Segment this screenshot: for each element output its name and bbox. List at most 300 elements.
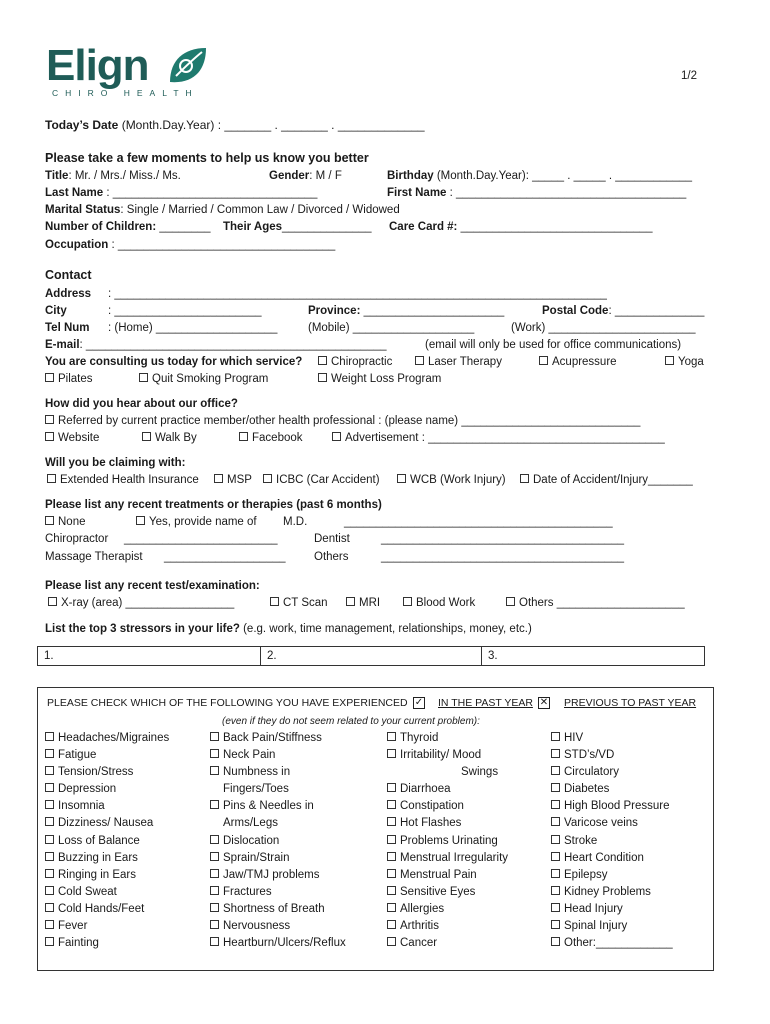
email-field[interactable] <box>45 338 387 352</box>
symptom-item[interactable] <box>45 850 169 867</box>
symptom-label: Head Injury <box>564 902 623 915</box>
symptom-label: Stroke <box>564 834 598 847</box>
tel-label: Tel Num <box>45 322 90 334</box>
dentist-line[interactable]: ______________________________________ <box>381 533 625 545</box>
symptom-label: Insomnia <box>58 800 105 813</box>
treatments-heading: Please list any recent treatments or therapies (past 6 months) <box>45 499 382 511</box>
dentist-label: Dentist <box>314 533 350 545</box>
checkbox[interactable] <box>45 869 54 878</box>
symptom-label: Kidney Problems <box>564 885 651 898</box>
checkbox[interactable] <box>210 732 219 741</box>
referral-referred[interactable] <box>45 414 640 428</box>
referral-advertisement[interactable] <box>332 431 665 445</box>
symptom-item[interactable] <box>45 833 169 850</box>
checkbox[interactable] <box>45 732 54 741</box>
checkbox[interactable] <box>551 800 560 809</box>
massage-label: Massage Therapist <box>45 551 143 563</box>
checkbox[interactable] <box>45 749 54 758</box>
symptom-item[interactable] <box>45 867 169 884</box>
todays-date-row[interactable] <box>45 118 425 132</box>
symptom-item[interactable] <box>387 918 508 935</box>
test-mri[interactable] <box>346 596 380 610</box>
service-pilates[interactable] <box>45 372 93 386</box>
checkbox[interactable] <box>210 766 219 775</box>
logo-subtitle: CHIRO HEALTH <box>52 88 199 98</box>
symptom-item-continued <box>387 764 508 781</box>
symptom-item[interactable] <box>551 747 673 764</box>
symptom-label: Constipation <box>400 800 464 813</box>
postal-label: Postal Code <box>542 305 609 317</box>
todays-date-format: (Month.Day.Year) : _______ . _______ . _____________ <box>118 118 425 132</box>
symptom-item[interactable] <box>551 884 673 901</box>
claim-msp[interactable] <box>214 473 252 487</box>
symptom-item[interactable] <box>387 833 508 850</box>
title-field[interactable] <box>45 169 181 183</box>
symptom-item[interactable] <box>387 901 508 918</box>
checkbox[interactable] <box>45 852 54 861</box>
checkbox[interactable] <box>332 432 341 441</box>
md-line[interactable]: __________________________________________ <box>344 516 613 528</box>
symptom-label: High Blood Pressure <box>564 800 670 813</box>
checkbox[interactable] <box>403 597 412 606</box>
symptom-label: Fainting <box>58 937 99 950</box>
option-label: Yes, provide name of <box>149 516 257 528</box>
claim-extended-health[interactable] <box>47 473 199 487</box>
symptom-item[interactable] <box>387 781 508 798</box>
symptom-label: Diabetes <box>564 783 610 796</box>
test-ct-scan[interactable] <box>270 596 328 610</box>
marital-label: Marital Status <box>45 204 121 216</box>
checkbox[interactable] <box>45 886 54 895</box>
option-label: MRI <box>359 597 381 609</box>
checkbox[interactable] <box>318 373 327 382</box>
symptom-item[interactable] <box>45 935 169 952</box>
checkbox[interactable] <box>270 597 279 606</box>
checkbox[interactable] <box>210 835 219 844</box>
symptom-item[interactable] <box>551 833 673 850</box>
symptom-label: Problems Urinating <box>400 834 498 847</box>
symptom-label: Loss of Balance <box>58 834 140 847</box>
checkbox[interactable] <box>520 474 529 483</box>
service-label: Chiropractic <box>331 356 393 368</box>
chiro-line[interactable]: ________________________ <box>124 533 278 545</box>
title-label: Title <box>45 170 69 182</box>
test-blood-work[interactable] <box>403 596 475 610</box>
checkbox[interactable] <box>45 903 54 912</box>
last-name-field[interactable] <box>45 186 317 200</box>
checkbox[interactable] <box>45 516 54 525</box>
symptom-item[interactable] <box>45 798 169 815</box>
symptom-label: Hot Flashes <box>400 817 462 830</box>
intro-heading: Please take a few moments to help us know you better <box>45 151 369 165</box>
checkbox[interactable] <box>139 373 148 382</box>
checkbox[interactable] <box>551 937 560 946</box>
last-name-label: Last Name <box>45 187 104 199</box>
massage-line[interactable]: ___________________ <box>164 551 286 563</box>
address-line[interactable]: : _____________________________________________________________________________ <box>108 288 607 300</box>
claim-date-of-accident[interactable] <box>520 473 693 487</box>
checkbox[interactable] <box>387 852 396 861</box>
symptom-label: Heart Condition <box>564 851 644 864</box>
symptom-label: Cancer <box>400 937 438 950</box>
stressor-cell-1[interactable]: 1. <box>44 650 54 662</box>
option-label: Blood Work <box>416 597 476 609</box>
symptom-label: Tension/Stress <box>58 766 134 779</box>
symptom-item[interactable] <box>387 747 508 764</box>
option-label: Website <box>58 432 100 444</box>
checkbox[interactable] <box>210 749 219 758</box>
checkbox[interactable] <box>551 749 560 758</box>
checkbox[interactable] <box>210 937 219 946</box>
symptom-label: Cold Hands/Feet <box>58 902 145 915</box>
checkbox[interactable] <box>210 886 219 895</box>
symptom-label: STD’s/VD <box>564 749 615 762</box>
symptom-item[interactable] <box>551 798 673 815</box>
past-year-legend <box>413 694 425 709</box>
marital-status-field[interactable] <box>45 203 400 217</box>
stressors-heading: List the top 3 stressors in your life? <box>45 623 240 635</box>
care-card-label: Care Card #: <box>389 221 458 233</box>
symptom-label: Heartburn/Ulcers/Reflux <box>223 937 346 950</box>
symptom-item[interactable] <box>551 918 673 935</box>
checkbox[interactable] <box>551 817 560 826</box>
symptom-item[interactable] <box>210 901 346 918</box>
stressor-cell-2[interactable]: 2. <box>267 650 277 662</box>
checkbox[interactable] <box>45 800 54 809</box>
past-year-label: IN THE PAST YEAR <box>438 697 533 709</box>
checkbox[interactable] <box>210 852 219 861</box>
service-acupressure[interactable] <box>539 355 617 369</box>
option-label: Advertisement : _____________________________________ <box>345 432 665 444</box>
first-name-label: First Name <box>387 187 447 199</box>
checklist-subnote: (even if they do not seem related to your current problem): <box>222 716 480 727</box>
checkbox[interactable] <box>45 373 54 382</box>
checkbox[interactable] <box>387 869 396 878</box>
symptom-item[interactable] <box>387 798 508 815</box>
checkbox[interactable] <box>506 597 515 606</box>
symptom-item[interactable] <box>387 815 508 832</box>
checkbox[interactable] <box>387 783 396 792</box>
symptom-label: Epilepsy <box>564 868 608 881</box>
first-name-line: : ____________________________________ <box>446 187 687 199</box>
address-label: Address <box>45 288 92 300</box>
previous-label: PREVIOUS TO PAST YEAR <box>564 697 697 709</box>
symptom-label: Dislocation <box>223 834 280 847</box>
email-label: E-mail <box>45 339 80 351</box>
others-label: Others <box>314 551 349 563</box>
option-label: ICBC (Car Accident) <box>276 474 380 486</box>
symptom-item[interactable] <box>387 935 508 952</box>
symptom-item[interactable] <box>210 764 346 781</box>
service-chiropractic[interactable] <box>318 355 392 369</box>
service-label: Yoga <box>678 356 704 368</box>
checklist-column-3 <box>387 730 508 952</box>
checkbox[interactable] <box>45 783 54 792</box>
referred-label: Referred by current practice member/other health professional : (please name) ____________________________ <box>58 415 641 427</box>
option-label: Date of Accident/Injury_______ <box>533 474 693 486</box>
symptom-label: Nervousness <box>223 920 291 933</box>
checkbox[interactable] <box>387 800 396 809</box>
symptom-label: Menstrual Irregularity <box>400 851 509 864</box>
checkbox[interactable] <box>387 920 396 929</box>
page-number: 1/2 <box>681 70 697 82</box>
province-line: ______________________ <box>360 305 505 317</box>
symptom-label: Thyroid <box>400 732 439 744</box>
checklist-instruction: PLEASE CHECK WHICH OF THE FOLLOWING YOU HAVE EXPERIENCED <box>47 697 408 709</box>
md-label: M.D. <box>283 516 308 528</box>
symptom-label: Allergies <box>400 902 445 915</box>
email-line: : _______________________________________________ <box>79 339 387 351</box>
symptom-item[interactable] <box>551 781 673 798</box>
symptom-item[interactable] <box>210 730 346 747</box>
email-note: (email will only be used for office communications) <box>425 339 682 351</box>
checkbox[interactable] <box>415 356 424 365</box>
symptom-item[interactable] <box>45 747 169 764</box>
checkbox[interactable] <box>45 766 54 775</box>
checkbox[interactable] <box>397 474 406 483</box>
occupation-label: Occupation <box>45 239 109 251</box>
symptom-label: Arthritis <box>400 920 439 933</box>
checkbox[interactable] <box>551 732 560 741</box>
checkbox[interactable] <box>346 597 355 606</box>
checkbox[interactable] <box>387 903 396 912</box>
symptom-label: Dizziness/ Nausea <box>58 817 154 830</box>
checkbox[interactable] <box>551 835 560 844</box>
checkbox[interactable] <box>45 937 54 946</box>
checkbox[interactable] <box>210 903 219 912</box>
symptom-item[interactable] <box>45 730 169 747</box>
service-label: Weight Loss Program <box>331 373 442 385</box>
stressors-table <box>37 646 705 666</box>
symptom-label: Sensitive Eyes <box>400 885 476 898</box>
marital-options: : Single / Married / Common Law / Divorced / Widowed <box>120 204 400 216</box>
checkbox[interactable] <box>387 732 396 741</box>
option-label: X-ray (area) _________________ <box>61 597 235 609</box>
elign-logo <box>46 41 211 102</box>
checkbox[interactable] <box>48 597 57 606</box>
symptom-item[interactable] <box>551 901 673 918</box>
symptom-item[interactable] <box>551 935 673 952</box>
checkbox[interactable] <box>136 516 145 525</box>
symptom-label: Menstrual Pain <box>400 868 477 881</box>
previous-legend <box>538 694 550 709</box>
symptom-item[interactable] <box>551 850 673 867</box>
option-label: CT Scan <box>283 597 328 609</box>
checkbox[interactable] <box>45 415 54 424</box>
service-laser-therapy[interactable] <box>415 355 502 369</box>
symptom-item[interactable] <box>45 901 169 918</box>
checkbox[interactable] <box>210 920 219 929</box>
symptom-item-continued <box>210 781 346 798</box>
symptom-label: Circulatory <box>564 766 619 779</box>
symptom-label: Spinal Injury <box>564 920 628 933</box>
check-mark-icon: ✓ <box>414 697 424 708</box>
birthday-field[interactable] <box>387 169 692 183</box>
referral-walk-by[interactable] <box>142 431 197 445</box>
checkbox[interactable] <box>214 474 223 483</box>
symptom-item[interactable] <box>551 730 673 747</box>
treatment-none[interactable] <box>45 515 86 529</box>
stressors-hint: (e.g. work, time management, relationships, money, etc.) <box>239 623 532 635</box>
x-mark-icon: ✕ <box>539 697 549 708</box>
checkbox[interactable] <box>387 749 396 758</box>
treatment-yes[interactable] <box>136 515 257 529</box>
care-card-line: ______________________________ <box>457 221 653 233</box>
symptom-label: Fatigue <box>58 749 97 762</box>
care-card-field[interactable] <box>389 220 652 234</box>
last-name-line: : ________________________________ <box>103 187 318 199</box>
option-label: WCB (Work Injury) <box>410 474 506 486</box>
symptom-label: Cold Sweat <box>58 885 117 898</box>
gender-field[interactable] <box>269 169 342 183</box>
claim-wcb[interactable] <box>397 473 506 487</box>
occupation-line: : __________________________________ <box>108 239 336 251</box>
checkbox[interactable] <box>551 886 560 895</box>
symptom-item[interactable] <box>387 884 508 901</box>
children-line: ________ <box>156 221 211 233</box>
service-label: Acupressure <box>552 356 617 368</box>
checkbox[interactable] <box>665 356 674 365</box>
checkbox[interactable] <box>142 432 151 441</box>
logo-wordmark: Elign <box>46 41 149 90</box>
stressors-row <box>45 622 532 636</box>
symptom-label: Depression <box>58 783 117 796</box>
referral-website[interactable] <box>45 431 99 445</box>
symptom-label: Diarrhoea <box>400 783 451 796</box>
symptom-label: Shortness of Breath <box>223 902 325 915</box>
symptom-label: Fever <box>58 920 88 933</box>
tel-work[interactable]: (Work) _______________________ <box>511 322 696 334</box>
ages-label: Their Ages <box>223 221 283 233</box>
symptom-label: Numbness in <box>223 766 291 779</box>
symptom-item[interactable] <box>387 730 508 747</box>
symptom-item[interactable] <box>551 867 673 884</box>
test-xray[interactable] <box>48 596 234 610</box>
todays-date-label: Today’s Date <box>45 118 119 132</box>
option-label: None <box>58 516 86 528</box>
symptom-label: Fractures <box>223 885 272 898</box>
checkbox[interactable] <box>387 835 396 844</box>
city-label: City <box>45 305 67 317</box>
symptom-item[interactable] <box>551 764 673 781</box>
checkbox[interactable] <box>551 869 560 878</box>
others-line[interactable]: ______________________________________ <box>381 551 625 563</box>
claim-icbc[interactable] <box>263 473 380 487</box>
checkbox[interactable] <box>45 817 54 826</box>
symptom-label: Irritability/ Mood <box>400 749 482 762</box>
province-field[interactable] <box>308 304 504 318</box>
tel-home[interactable]: : (Home) ___________________ <box>108 322 278 334</box>
symptom-item[interactable] <box>210 918 346 935</box>
checkbox[interactable] <box>210 800 219 809</box>
service-label: Laser Therapy <box>428 356 502 368</box>
test-others[interactable] <box>506 596 685 610</box>
checkbox[interactable] <box>387 817 396 826</box>
symptom-item[interactable] <box>210 935 346 952</box>
symptom-item[interactable] <box>45 918 169 935</box>
symptom-item[interactable] <box>210 850 346 867</box>
tel-mobile[interactable]: (Mobile) ___________________ <box>308 322 475 334</box>
symptom-item[interactable] <box>45 815 169 832</box>
checkbox[interactable] <box>47 474 56 483</box>
checkbox[interactable] <box>387 937 396 946</box>
service-weight-loss[interactable] <box>318 372 441 386</box>
tests-heading: Please list any recent test/examination: <box>45 580 260 592</box>
symptom-label: Arms/Legs <box>223 817 278 830</box>
gender-options: : M / F <box>309 170 342 182</box>
symptom-label: Neck Pain <box>223 749 276 762</box>
city-line[interactable]: : _______________________ <box>108 305 262 317</box>
stressor-cell-3[interactable]: 3. <box>488 650 498 662</box>
checkbox[interactable] <box>551 766 560 775</box>
checkbox[interactable] <box>45 835 54 844</box>
symptom-item[interactable] <box>210 833 346 850</box>
symptom-item[interactable] <box>210 884 346 901</box>
checkbox[interactable] <box>551 903 560 912</box>
symptom-label: Fingers/Toes <box>223 783 289 796</box>
symptom-item[interactable] <box>387 867 508 884</box>
checkbox[interactable] <box>45 432 54 441</box>
option-label: Facebook <box>252 432 303 444</box>
symptom-label: Varicose veins <box>564 817 638 830</box>
ages-field[interactable] <box>223 220 372 234</box>
province-label: Province: <box>308 305 361 317</box>
symptom-item[interactable] <box>551 815 673 832</box>
checkbox[interactable] <box>263 474 272 483</box>
checkbox[interactable] <box>239 432 248 441</box>
checklist-column-1 <box>45 730 169 952</box>
title-options: : Mr. / Mrs./ Miss./ Ms. <box>68 170 181 182</box>
checkbox[interactable] <box>318 356 327 365</box>
referral-facebook[interactable] <box>239 431 303 445</box>
checkbox[interactable] <box>551 783 560 792</box>
service-quit-smoking[interactable] <box>139 372 268 386</box>
symptom-label: Buzzing in Ears <box>58 851 138 864</box>
symptom-item[interactable] <box>210 798 346 815</box>
service-yoga[interactable] <box>665 355 704 369</box>
occupation-field[interactable] <box>45 238 335 252</box>
symptom-item[interactable] <box>45 884 169 901</box>
option-label: MSP <box>227 474 252 486</box>
children-field[interactable] <box>45 220 211 234</box>
children-label: Number of Children: <box>45 221 157 233</box>
option-label: Walk By <box>155 432 197 444</box>
birthday-format: (Month.Day.Year): _____ . _____ . ____________ <box>433 170 692 182</box>
leaf-icon <box>166 46 208 86</box>
checkbox[interactable] <box>387 886 396 895</box>
checkbox[interactable] <box>551 920 560 929</box>
checkbox[interactable] <box>551 852 560 861</box>
checkbox[interactable] <box>210 869 219 878</box>
checklist-column-4 <box>551 730 673 952</box>
service-label: Pilates <box>58 373 93 385</box>
symptom-label: Swings <box>461 766 499 779</box>
service-label: Quit Smoking Program <box>152 373 269 385</box>
symptom-item[interactable] <box>387 850 508 867</box>
contact-heading: Contact <box>45 268 92 282</box>
symptom-item[interactable] <box>45 764 169 781</box>
symptom-item-continued <box>210 815 346 832</box>
checkbox[interactable] <box>539 356 548 365</box>
symptom-item[interactable] <box>210 747 346 764</box>
postal-field[interactable] <box>542 304 704 318</box>
chiro-label: Chiropractor <box>45 533 109 545</box>
checkbox[interactable] <box>45 920 54 929</box>
symptom-item[interactable] <box>210 867 346 884</box>
symptom-item[interactable] <box>45 781 169 798</box>
ages-line: ______________ <box>282 221 372 233</box>
first-name-field[interactable] <box>387 186 686 200</box>
